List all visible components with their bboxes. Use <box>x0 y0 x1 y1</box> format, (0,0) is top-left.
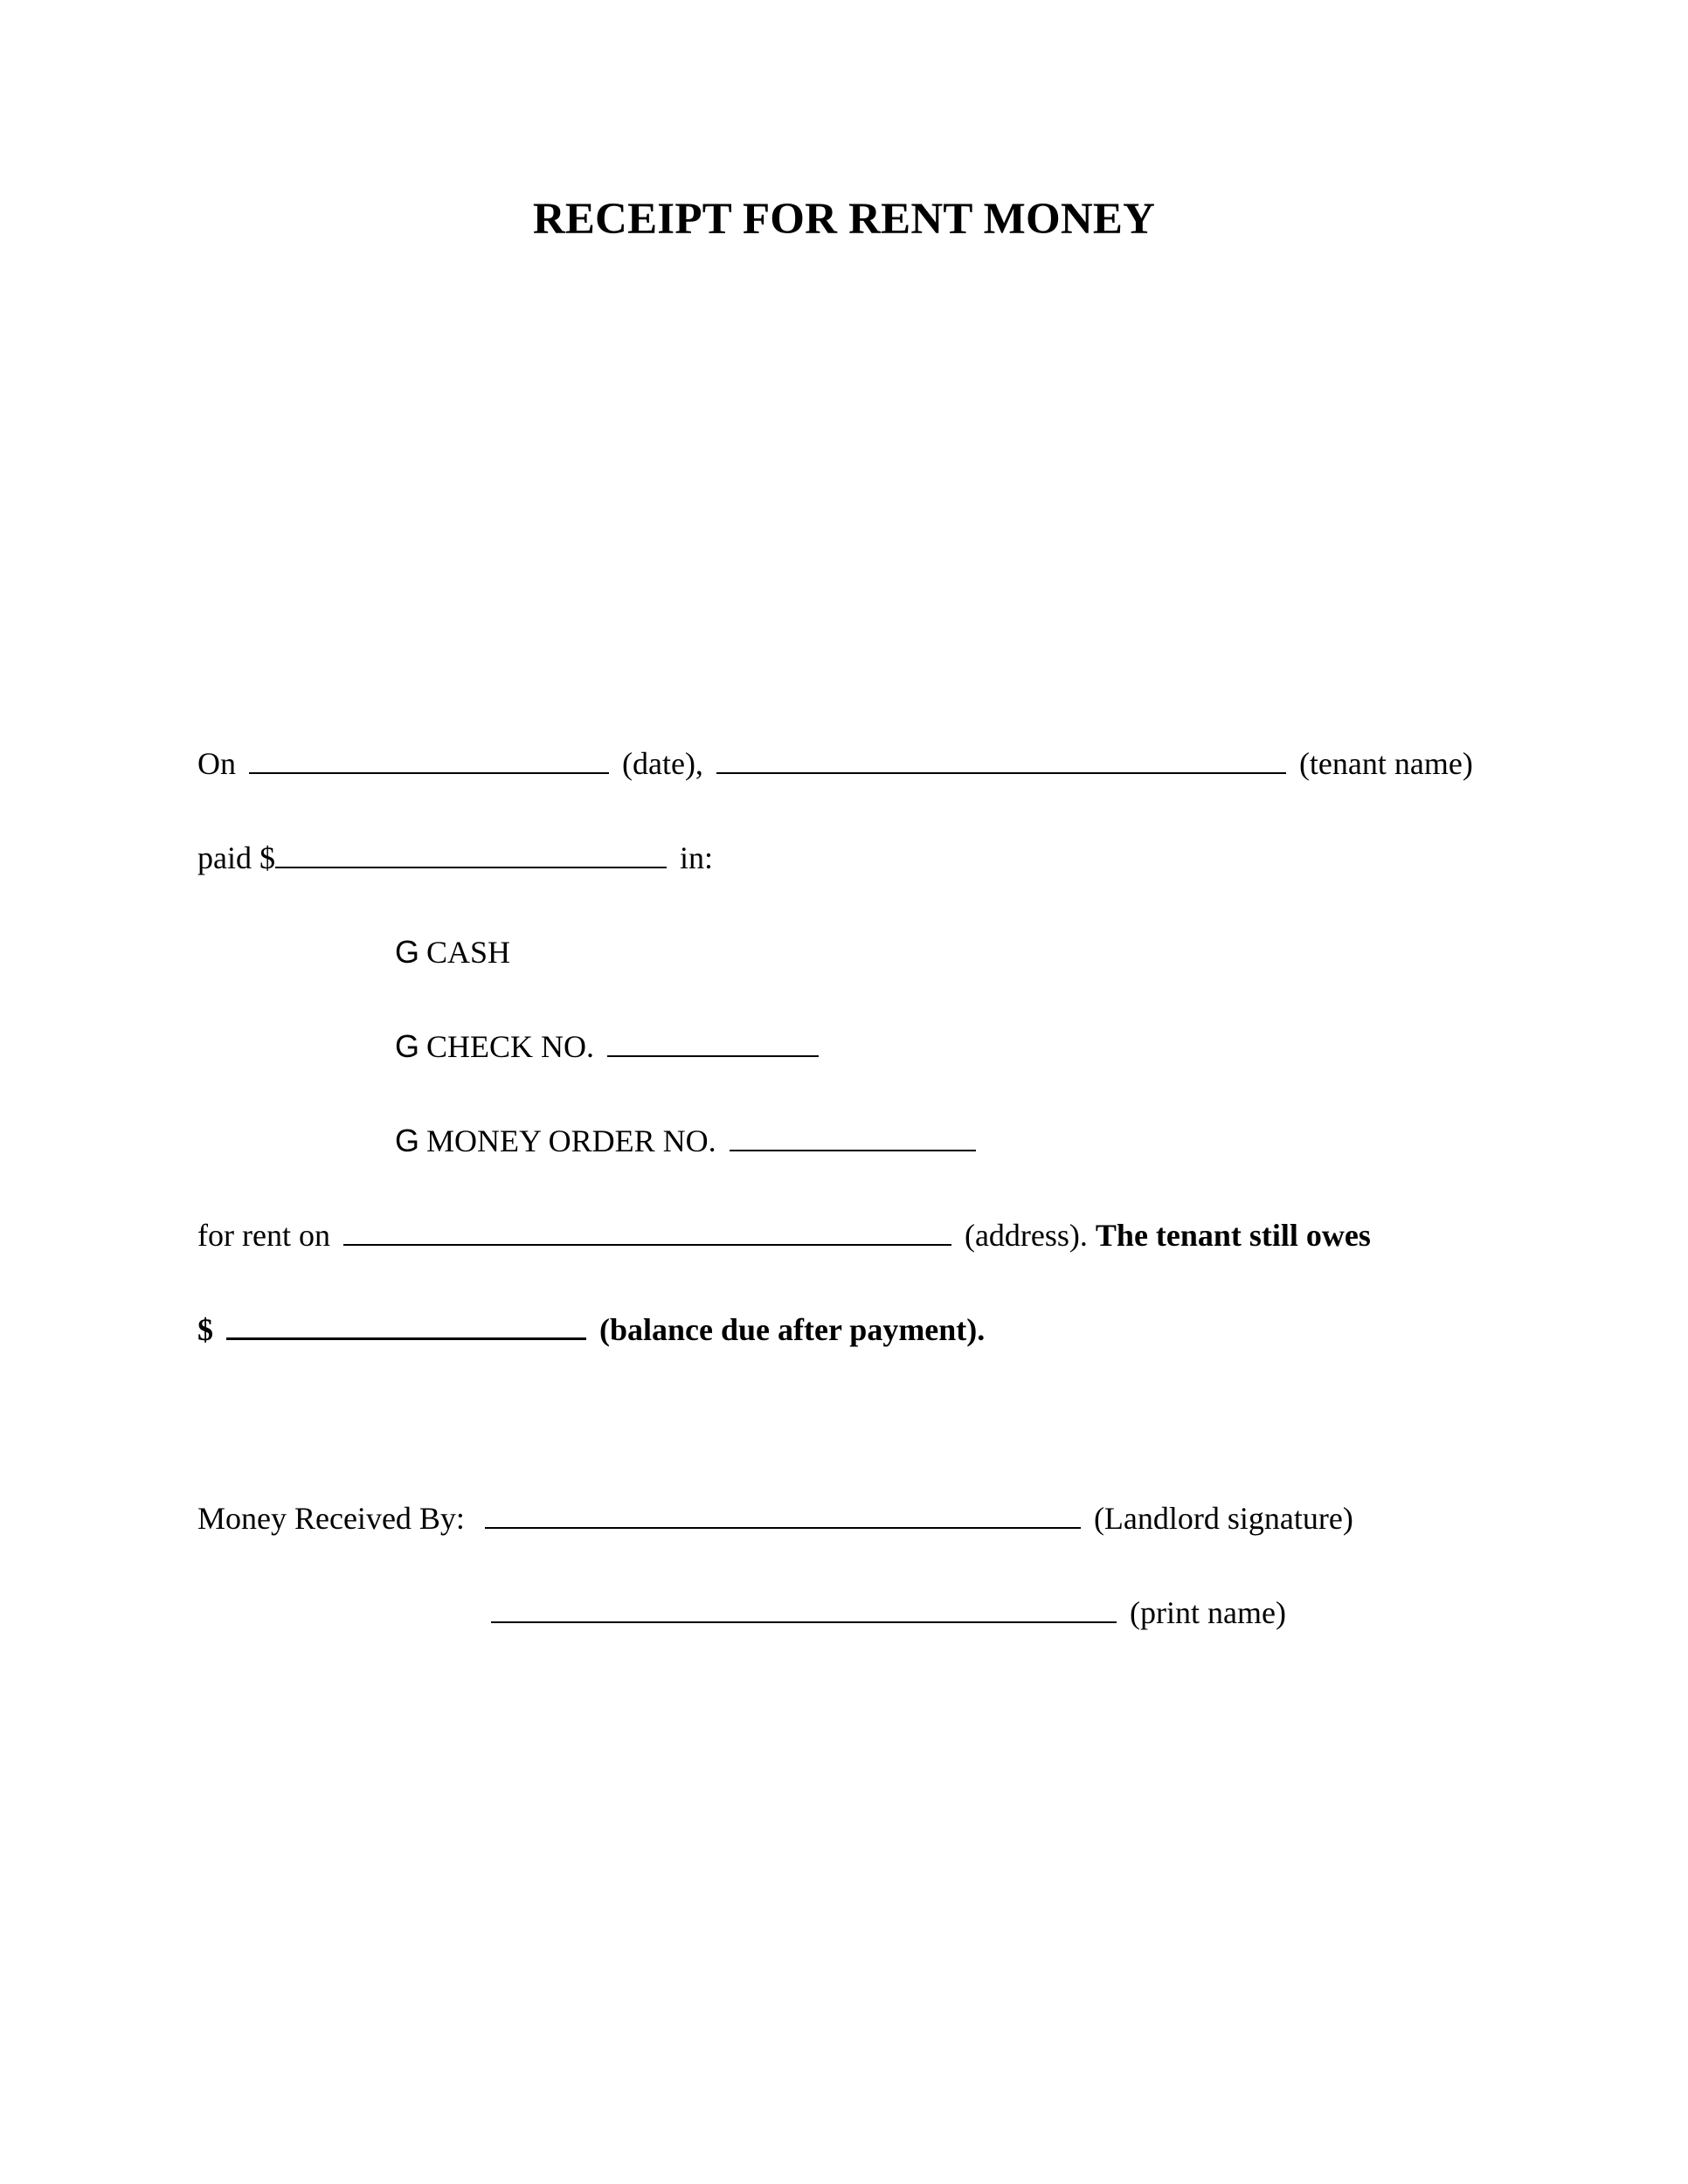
landlord-signature-label: (Landlord signature) <box>1093 1501 1353 1536</box>
tenant-name-field[interactable] <box>716 746 1286 774</box>
signature-line <box>197 1499 1353 1538</box>
checkbox-icon[interactable]: G <box>395 1028 420 1064</box>
payment-option-cash[interactable] <box>395 933 510 971</box>
tenant-name-label: (tenant name) <box>1298 746 1473 781</box>
paid-amount-line <box>197 839 713 877</box>
document-title: RECEIPT FOR RENT MONEY <box>532 195 1156 244</box>
paid-label: paid $ <box>197 840 275 875</box>
checkbox-icon[interactable]: G <box>395 934 420 970</box>
checkbox-icon[interactable]: G <box>395 1123 420 1158</box>
dollar-sign: $ <box>197 1312 213 1347</box>
money-order-number-field[interactable] <box>730 1123 976 1151</box>
print-name-line <box>491 1593 1286 1632</box>
paid-amount-field[interactable] <box>275 840 667 868</box>
for-rent-on-label: for rent on <box>197 1218 330 1253</box>
money-received-by-label: Money Received By: <box>197 1501 465 1536</box>
date-tenant-line <box>197 744 1473 783</box>
money-order-no-label: MONEY ORDER NO. <box>426 1123 716 1158</box>
address-line <box>197 1216 1371 1254</box>
check-number-field[interactable] <box>607 1029 819 1057</box>
in-label: in: <box>679 840 713 875</box>
cash-label: CASH <box>426 935 511 970</box>
balance-line <box>197 1310 985 1349</box>
print-name-field[interactable] <box>491 1595 1117 1623</box>
balance-due-label: (balance due after payment). <box>599 1312 986 1347</box>
print-name-label: (print name) <box>1130 1595 1286 1630</box>
check-no-label: CHECK NO. <box>426 1029 595 1064</box>
address-label: (address). <box>964 1218 1088 1253</box>
payment-option-money-order[interactable] <box>395 1122 981 1160</box>
on-label: On <box>197 746 236 781</box>
landlord-signature-field[interactable] <box>485 1501 1081 1529</box>
tenant-owes-text: The tenant still owes <box>1095 1218 1371 1253</box>
balance-due-field[interactable] <box>226 1311 586 1340</box>
payment-option-check[interactable] <box>395 1027 824 1066</box>
date-field[interactable] <box>249 746 609 774</box>
date-label: (date), <box>622 746 703 781</box>
address-field[interactable] <box>343 1218 951 1246</box>
